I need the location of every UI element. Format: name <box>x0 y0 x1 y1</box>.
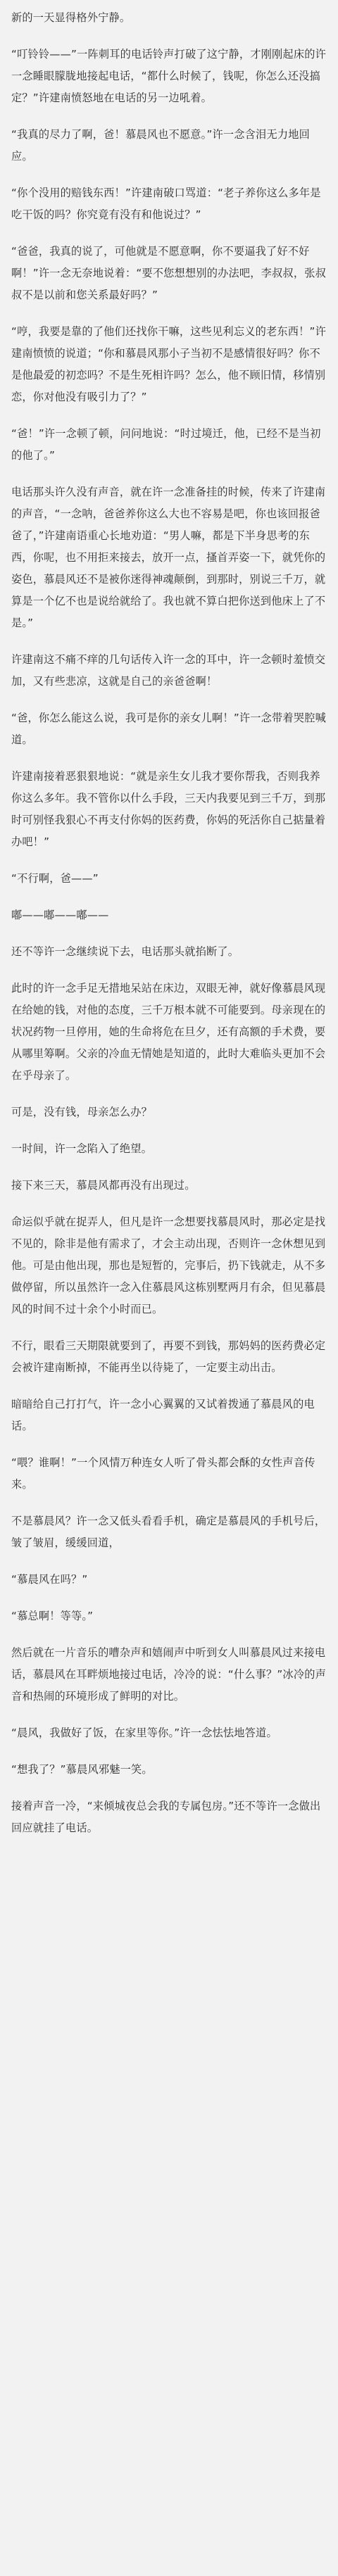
paragraph: “你个没用的赔钱东西！”许建南破口骂道：“老子养你这么多年是吃干饭的吗？你究竟有没有和他说过？” <box>11 187 321 221</box>
paragraph: 不行，眼看三天期限就要到了，再要不到钱，那妈妈的医药费必定会被许建南断掉，不能再坐以待毙了，一定要主动出击。 <box>11 1339 326 1374</box>
paragraph: “哼，我要是靠的了他们还找你干嘛，这些见利忘义的老东西！”许建南愤愤的说道；“你和慕晨风那小子当初不是感情很好吗？你不是他最爱的初恋吗？不是生死相许吗？怎么，他不顾旧情，移情别恋，你对他没有吸引力了？” <box>11 325 326 403</box>
paragraph: “慕晨风在吗？” <box>11 1573 88 1586</box>
paragraph: “叮铃铃——”一阵刺耳的电话铃声打破了这宁静，才刚刚起床的许一念睡眼朦胧地接起电话，“都什么时候了，钱呢，你怎么还没搞定？”许建南愤怒地在电话的另一边吼着。 <box>11 48 326 104</box>
paragraph: 暗暗给自己打打气，许一念小心翼翼的又试着拨通了慕晨风的电话。 <box>11 1398 315 1432</box>
paragraph: “爸爸，我真的说了，可他就是不愿意啊，你不要逼我了好不好啊！”许一念无奈地说着：“要不您想想别的办法吧，李叔叔，张叔叔不是以前和您关系最好吗？” <box>11 245 326 301</box>
paragraph: 接着声音一冷，“来倾城夜总会我的专属包房。”还不等许一念做出回应就挂了电话。 <box>11 1800 321 1834</box>
paragraph: 许建南接着恶狠狠地说：“就是亲生女儿我才要你帮我，否则我养你这么多年。我不管你以什么手段，三天内我要见到三千万，到那时可别怪我狠心不再支付你妈的医药费，你妈的死活你自己掂量着办吧！” <box>11 770 326 848</box>
paragraph: “想我了？”慕晨风邪魅一笑。 <box>11 1763 153 1776</box>
paragraph: “喂？谁啊！”一个风情万种连女人听了骨头都会酥的女性声音传来。 <box>11 1456 315 1491</box>
paragraph: “爸，你怎么能这么说，我可是你的亲女儿啊！”许一念带着哭腔喊道。 <box>11 712 326 746</box>
paragraph: “爸！”许一念顿了顿，问问地说：“时过境迁，他，已经不是当初的他了。” <box>11 427 321 462</box>
paragraph: 新的一天显得格外宁静。 <box>11 11 131 24</box>
paragraph: “我真的尽力了啊，爸！慕晨风也不愿意。”许一念含泪无力地回应。 <box>11 128 310 163</box>
paragraph: 不是慕晨风？许一念又低头看看手机，确定是慕晨风的手机号后，皱了皱眉，缓缓回道， <box>11 1515 326 1549</box>
paragraph: 嘟——嘟——嘟—— <box>11 909 109 921</box>
paragraph: 命运似乎就在捉弄人，但凡是许一念想要找慕晨风时，那必定是找不见的，除非是他有需求了，才会主动出现，否则许一念休想见到他。可是由他出现，那也是短暂的，完事后，扔下钱就走，从不多做停留，所以虽然许一念入住慕晨风这栋别墅两月有余，但见慕晨风的时间不过十余个小时而已。 <box>11 1216 326 1315</box>
paragraph: 接下来三天，慕晨风都再没有出现过。 <box>11 1179 196 1192</box>
paragraph: “慕总啊！等等。” <box>11 1610 94 1622</box>
paragraph: 一时间，许一念陷入了绝望。 <box>11 1142 153 1155</box>
paragraph: 还不等许一念继续说下去，电话那头就掐断了。 <box>11 945 239 958</box>
paragraph: 此时的许一念手足无措地呆站在床边，双眼无神，就好像慕晨风现在给她的钱，对他的态度，三千万根本就不可能要到。母亲现在的状况药物一旦停用，她的生命将危在旦夕，还有高额的手术费，要从哪里筹啊。父亲的冷血无情她是知道的，此时大难临头更加不会在乎母亲了。 <box>11 982 326 1082</box>
paragraph: 可是，没有钱，母亲怎么办？ <box>11 1106 153 1118</box>
paragraph: “不行啊，爸——” <box>11 872 99 885</box>
paragraph: 然后就在一片音乐的嘈杂声和嬉闹声中听到女人叫慕晨风过来接电话，慕晨风在耳畔烦地接过电话，冷冷的说：“什么事？”冰冷的声音和热闹的环境形成了鲜明的对比。 <box>11 1646 326 1703</box>
paragraph: 许建南这不痛不痒的几句话传入许一念的耳中，许一念顿时羞愤交加，又有些悲凉，这就是自己的亲爸爸啊！ <box>11 653 326 688</box>
paragraph: “晨风，我做好了饭，在家里等你。”许一念怯怯地答道。 <box>11 1726 277 1739</box>
paragraph: 电话那头许久没有声音，就在许一念准备挂的时候，传来了许建南的声音，“一念呐，爸爸养你这么大也不容易是吧，你也该回报爸爸了，”许建南语重心长地劝道：“男人嘛，都是下半身思考的东西，你呢，也不用拒来接去，放开一点，搔首弄姿一下，就凭你的姿色，慕晨风还不是被你迷得神魂颠倒，到那时，别说三千万，就算是一个亿不也是说给就给了。我也就不算白把你送到他床上了不是。” <box>11 486 326 629</box>
